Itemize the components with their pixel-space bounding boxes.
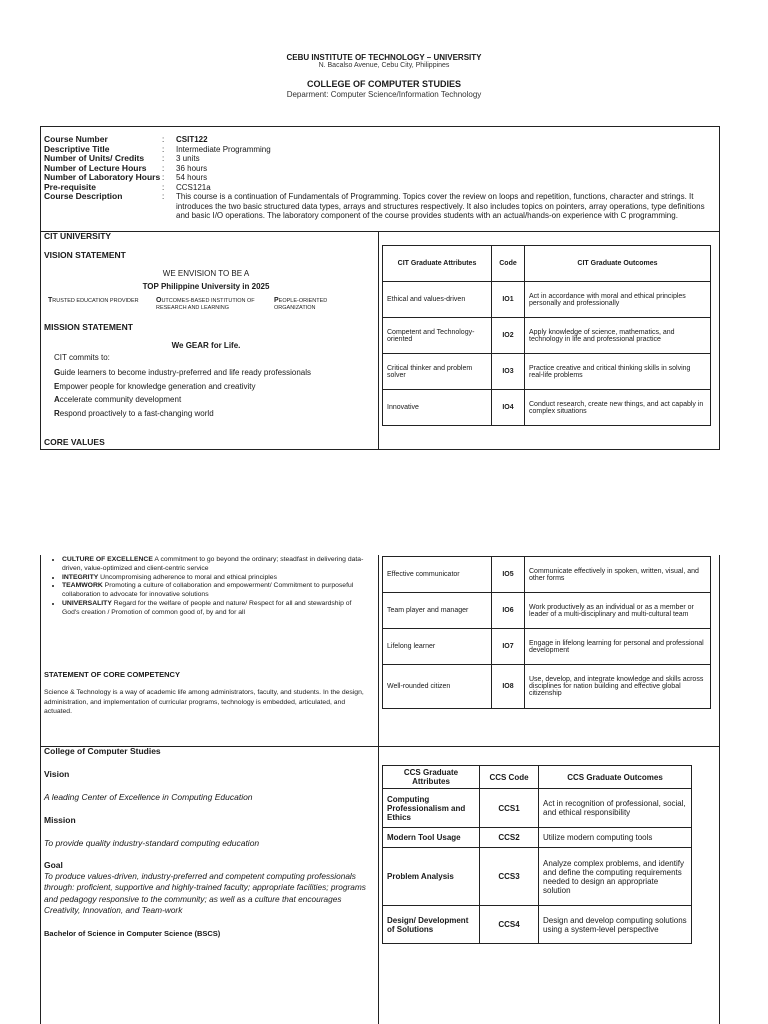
ccs-goal: To produce values-driven, industry-preferred and competent computing professionals through: proficient, supportive and highly-trained faculty; appropriate facilities; programs and pedagogy responsive to the community; as well as a culture that encourages Creativity, Innovation, and Team-work	[44, 871, 366, 915]
course-info	[44, 135, 716, 221]
gear-item: Empower people for knowledge generation and creativity	[54, 381, 256, 391]
divider	[378, 231, 379, 450]
table-row	[383, 789, 692, 828]
table-row	[383, 282, 711, 318]
core-value-item: • UNIVERSALITY Regard for the welfare of people and nature/ Respect for all and stewardship of God's creation / Promotion of common good of, by and for all	[62, 600, 364, 618]
table-row	[383, 354, 711, 390]
code-cell: CCS2	[480, 828, 539, 848]
table-row	[383, 665, 711, 709]
column-header: CCS Graduate Attributes	[383, 766, 480, 789]
code-cell: IO8	[492, 665, 525, 709]
core-value-item: • CULTURE OF EXCELLENCE A commitment to go beyond the ordinary; steadfast in delivering data-driven, value-optimized and client-centric service	[62, 556, 364, 574]
course-field-row: Course Number : CSIT122	[44, 134, 208, 144]
outcome-cell: Engage in lifelong learning for personal and professional development	[525, 629, 711, 665]
column-header: CIT Graduate Attributes	[383, 246, 492, 282]
attribute-cell: Well-rounded citizen	[383, 665, 492, 709]
vision-heading: VISION STATEMENT	[44, 250, 126, 260]
competency-heading: STATEMENT OF CORE COMPETENCY	[44, 670, 180, 679]
attribute-cell: Team player and manager	[383, 593, 492, 629]
code-cell: CCS4	[480, 906, 539, 944]
table-row	[383, 906, 692, 944]
pillar: PEOPLE-ORIENTED ORGANIZATION	[274, 297, 328, 311]
outcome-cell: Act in recognition of professional, social, and ethical responsibility	[539, 789, 692, 828]
table-row	[383, 629, 711, 665]
table-row	[383, 848, 692, 906]
commits-text: CIT commits to:	[54, 353, 110, 362]
table-header-row	[383, 766, 692, 789]
course-field-value: 3 units	[176, 154, 200, 163]
code-cell: CCS3	[480, 848, 539, 906]
course-field-label: Course Number	[44, 134, 108, 144]
ccs-heading: College of Computer Studies	[44, 746, 161, 756]
course-field-value: CCS121a	[176, 182, 211, 192]
course-field-label: Pre-requisite	[44, 181, 96, 192]
institution-name: CEBU INSTITUTE OF TECHNOLOGY – UNIVERSITY	[286, 53, 482, 62]
outcome-cell: Act in accordance with moral and ethical principles personally and professionally	[525, 282, 711, 318]
cit-attributes-table-continued	[382, 556, 711, 709]
outcome-cell: Analyze complex problems, and identify and define the computing requirements needed to design an appropriate solution	[539, 848, 692, 906]
outcome-cell: Design and develop computing solutions using a system-level perspective	[539, 906, 692, 944]
course-field-value: 36 hours	[176, 163, 208, 173]
attribute-cell: Innovative	[383, 390, 492, 426]
course-field-label: Course Description	[44, 191, 123, 201]
core-values-list	[44, 556, 364, 618]
outcome-cell: Use, develop, and integrate knowledge and skills across disciplines for nation building and effective global citizenship	[525, 665, 711, 709]
outcome-cell: Practice creative and critical thinking skills in solving real-life problems	[525, 354, 711, 390]
ccs-goal-label: Goal	[44, 860, 63, 870]
attribute-cell: Modern Tool Usage	[383, 828, 480, 848]
code-cell: IO7	[492, 629, 525, 665]
college-name: COLLEGE OF COMPUTER STUDIES	[306, 79, 461, 89]
ccs-mission-label: Mission	[44, 815, 76, 825]
attribute-cell: Ethical and values-driven	[383, 282, 492, 318]
attribute-cell: Effective communicator	[383, 557, 492, 593]
code-cell: IO6	[492, 593, 525, 629]
program-name: Bachelor of Science in Computer Science (BSCS)	[44, 929, 221, 938]
code-cell: IO2	[492, 318, 525, 354]
department-name: Deparment: Computer Science/Information Technology	[286, 90, 482, 99]
table-row	[383, 390, 711, 426]
course-field-row: Number of Laboratory Hours : 54 hours	[44, 172, 208, 182]
pillar: TRUSTED EDUCATION PROVIDER	[48, 297, 139, 304]
vision-line2: TOP Philippine University in 2025	[142, 282, 270, 291]
institution-address: N. Bacalso Avenue, Cebu City, Philippines	[318, 62, 450, 69]
column-header: CIT Graduate Outcomes	[525, 246, 711, 282]
course-field-row: Descriptive Title : Intermediate Programming	[44, 143, 271, 154]
gear-item: Respond proactively to a fast-changing world	[54, 408, 214, 418]
table-header-row	[383, 246, 711, 282]
divider	[719, 555, 720, 1024]
divider	[40, 555, 41, 1024]
table-row	[383, 593, 711, 629]
core-values-heading: CORE VALUES	[44, 437, 105, 447]
course-description: This course is a continuation of Fundamentals of Programming. Topics cover the review on loops and repetition, functions, character and strings. It introduces the two basic structured data types, arrays and structures respectively. It also includes topics on pointers, array operations, type definitions and basic I/O operations. The laboratory component of the course provides students with an actual/hands-on experience with C programming.	[176, 192, 705, 220]
core-value-item: • INTEGRITY Uncompromising adherence to moral and ethical principles	[62, 574, 364, 583]
outcome-cell: Work productively as an individual or as a member or leader of a multi-disciplinary and multi-cultural team	[525, 593, 711, 629]
column-header: CCS Graduate Outcomes	[539, 766, 692, 789]
table-row	[383, 318, 711, 354]
table-row	[383, 828, 692, 848]
course-field-value: 54 hours	[176, 173, 208, 182]
column-header: CCS Code	[480, 766, 539, 789]
gear-item: Guide learners to become industry-preferred and life ready professionals	[54, 368, 312, 377]
core-value-item: • TEAMWORK Promoting a culture of collaboration and empowerment/ Commitment to purposeful collaboration to advocate for innovative solutions	[62, 582, 364, 600]
outcome-cell: Conduct research, create new things, and act capably in complex situations	[525, 390, 711, 426]
table-row	[383, 557, 711, 593]
mission-tagline: We GEAR for Life.	[171, 341, 241, 350]
cit-attributes-table	[382, 245, 711, 426]
ccs-vision: A leading Center of Excellence in Computing Education	[44, 792, 253, 802]
cit-heading: CIT UNIVERSITY	[44, 231, 112, 241]
code-cell: IO5	[492, 557, 525, 593]
mission-heading: MISSION STATEMENT	[44, 322, 133, 332]
pillar: OUTCOMES-BASED INSTITUTION OF RESEARCH AND LEARNING	[156, 297, 255, 311]
course-field-row: Course Description : This course is a continuation of Fundamentals of Programming. Topics cover the review on loops and repetition, functions, character and strings. It introduces the two basic structured data types, arrays and structures respectively. It also includes topics on pointers, array operations, type definitions and basic I/O operations. The laboratory component of the course provides students with an actual/hands-on experience with C programming.	[44, 192, 716, 221]
outcome-cell: Utilize modern computing tools	[539, 828, 692, 848]
gear-list	[54, 366, 311, 420]
code-cell: IO3	[492, 354, 525, 390]
outcome-cell: Apply knowledge of science, mathematics, and technology in life and professional practice	[525, 318, 711, 354]
course-field-label: Number of Units/ Credits	[44, 153, 145, 163]
ccs-mission: To provide quality industry-standard computing education	[44, 838, 260, 848]
attribute-cell: Problem Analysis	[383, 848, 480, 906]
course-field-row: Number of Lecture Hours : 36 hours	[44, 162, 208, 173]
attribute-cell: Lifelong learner	[383, 629, 492, 665]
code-cell: CCS1	[480, 789, 539, 828]
code-cell: IO1	[492, 282, 525, 318]
course-field-row: Pre-requisite : CCS121a	[44, 181, 211, 192]
column-header: Code	[492, 246, 525, 282]
course-field-row: Number of Units/ Credits : 3 units	[44, 153, 200, 163]
ccs-vision-label: Vision	[44, 769, 70, 779]
attribute-cell: Competent and Technology-oriented	[383, 318, 492, 354]
code-cell: IO4	[492, 390, 525, 426]
course-field-label: Number of Lecture Hours	[44, 162, 147, 173]
vision-pillars	[48, 297, 370, 312]
divider	[378, 555, 379, 1024]
vision-line1: WE ENVISION TO BE A	[162, 269, 250, 278]
ccs-attributes-table	[382, 765, 692, 944]
course-field-label: Descriptive Title	[44, 143, 110, 154]
outcome-cell: Communicate effectively in spoken, written, visual, and other forms	[525, 557, 711, 593]
course-field-label: Number of Laboratory Hours	[44, 172, 161, 182]
competency-text: Science & Technology is a way of academic life among administrators, faculty, and students. In the design, administration, and implementation of curricular programs, technology is embedded, articulated, and actuated.	[44, 689, 364, 715]
gear-item: Accelerate community development	[54, 395, 182, 404]
course-field-value: CSIT122	[176, 135, 208, 144]
divider	[40, 231, 720, 232]
attribute-cell: Critical thinker and problem solver	[383, 354, 492, 390]
course-field-value: Intermediate Programming	[176, 144, 271, 154]
attribute-cell: Computing Professionalism and Ethics	[383, 789, 480, 828]
attribute-cell: Design/ Development of Solutions	[383, 906, 480, 944]
